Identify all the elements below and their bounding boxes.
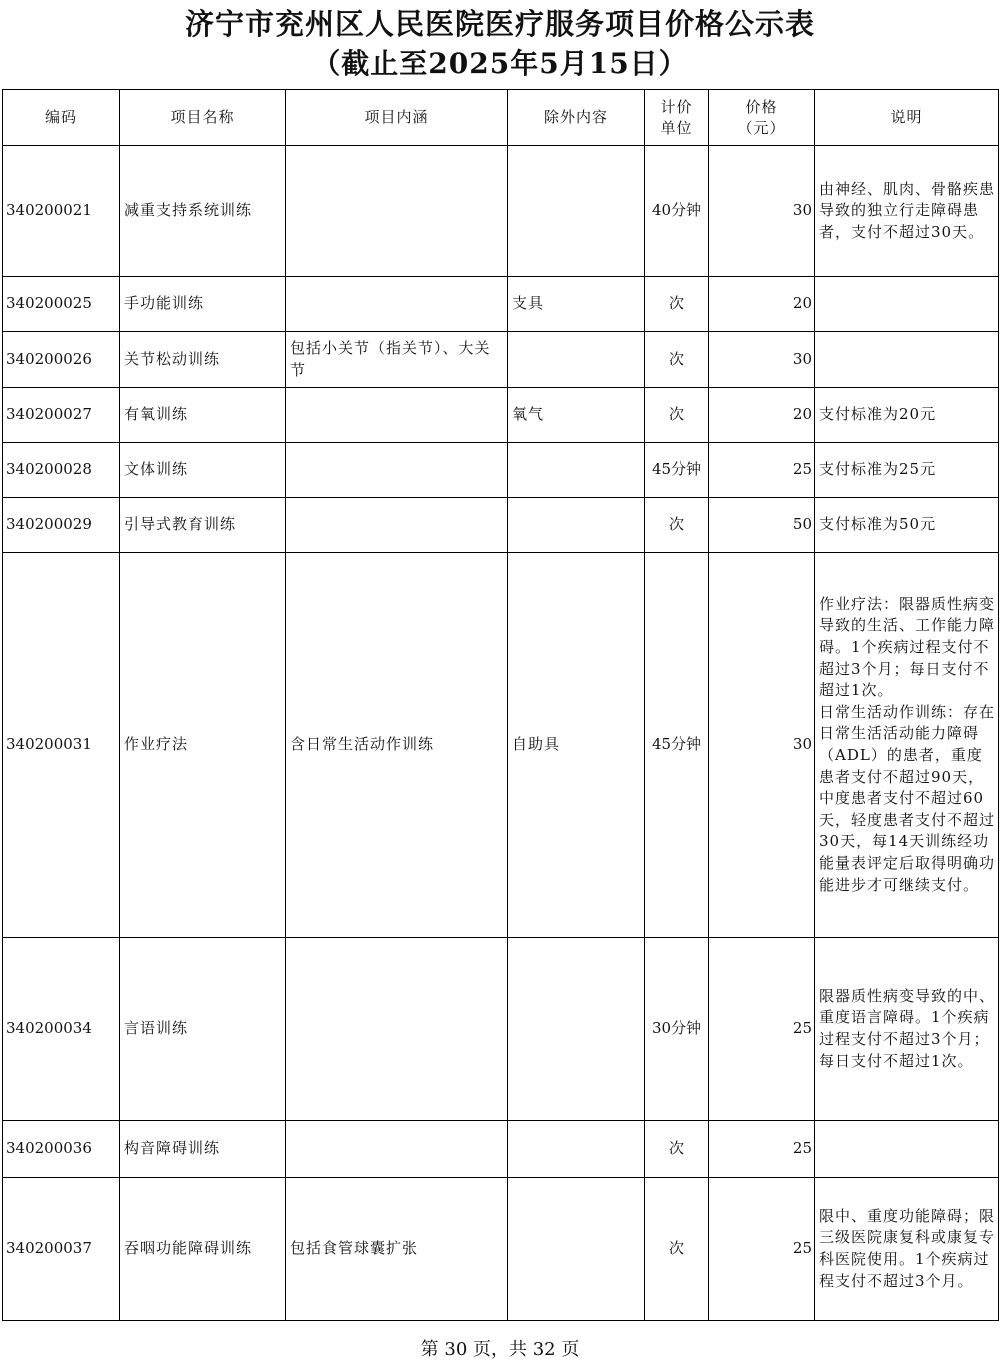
header-price: 价格 （元） xyxy=(709,90,815,146)
cell-name: 关节松动训练 xyxy=(120,332,286,388)
price-table xyxy=(2,89,999,1321)
table-row xyxy=(3,332,999,388)
cell-unit: 30分钟 xyxy=(645,938,709,1121)
cell-excluded: 氧气 xyxy=(508,388,645,443)
cell-unit: 45分钟 xyxy=(645,553,709,938)
cell-unit: 次 xyxy=(645,388,709,443)
cell-note xyxy=(815,1178,999,1321)
cell-content xyxy=(286,388,508,443)
header-name: 项目名称 xyxy=(120,90,286,146)
table-row xyxy=(3,443,999,498)
header-excluded: 除外内容 xyxy=(508,90,645,146)
table-row xyxy=(3,388,999,443)
cell-code: 340200034 xyxy=(3,938,120,1121)
header-unit: 计价 单位 xyxy=(645,90,709,146)
cell-unit: 次 xyxy=(645,498,709,553)
cell-code: 340200031 xyxy=(3,553,120,938)
cell-note xyxy=(815,332,999,388)
cell-note xyxy=(815,553,999,938)
cell-excluded xyxy=(508,498,645,553)
cell-content xyxy=(286,938,508,1121)
note-text: 限器质性病变导致的中、重度语言障碍。1个疾病过程支付不超过3个月；每日支付不超过1次。 xyxy=(819,986,996,1070)
page-subtitle-date: （截止至2025年5月15日） xyxy=(312,47,688,80)
cell-content: 包括小关节（指关节）、大关节 xyxy=(286,332,508,388)
cell-name: 言语训练 xyxy=(120,938,286,1121)
header-content: 项目内涵 xyxy=(286,90,508,146)
cell-note xyxy=(815,498,999,553)
cell-name: 构音障碍训练 xyxy=(120,1121,286,1178)
table-row xyxy=(3,498,999,553)
cell-unit: 次 xyxy=(645,1121,709,1178)
cell-note xyxy=(815,1121,999,1178)
header-row xyxy=(3,90,999,146)
cell-content xyxy=(286,1121,508,1178)
cell-content: 含日常生活动作训练 xyxy=(286,553,508,938)
note-text: 支付标准为20元 xyxy=(819,405,937,424)
cell-excluded: 自助具 xyxy=(508,553,645,938)
cell-excluded xyxy=(508,332,645,388)
table-row xyxy=(3,938,999,1121)
cell-price: 25 xyxy=(709,443,815,498)
cell-note xyxy=(815,443,999,498)
note-text: 支付标准为50元 xyxy=(819,515,937,534)
page-title: 济宁市兖州区人民医院医疗服务项目价格公示表 xyxy=(184,7,815,41)
cell-content xyxy=(286,146,508,277)
cell-note xyxy=(815,388,999,443)
cell-code: 340200026 xyxy=(3,332,120,388)
cell-code: 340200029 xyxy=(3,498,120,553)
cell-note xyxy=(815,146,999,277)
cell-price: 20 xyxy=(709,388,815,443)
cell-price: 25 xyxy=(709,938,815,1121)
note-text: 由神经、肌肉、骨骼疾患导致的独立行走障碍患者，支付不超过30天。 xyxy=(819,179,996,241)
cell-name: 有氧训练 xyxy=(120,388,286,443)
cell-note xyxy=(815,938,999,1121)
cell-price: 30 xyxy=(709,332,815,388)
cell-name: 减重支持系统训练 xyxy=(120,146,286,277)
table-body xyxy=(3,146,999,1321)
cell-unit: 次 xyxy=(645,277,709,332)
cell-excluded xyxy=(508,1178,645,1321)
cell-name: 文体训练 xyxy=(120,443,286,498)
cell-excluded xyxy=(508,938,645,1121)
cell-unit: 次 xyxy=(645,332,709,388)
note-text: 支付标准为25元 xyxy=(819,460,937,479)
cell-name: 引导式教育训练 xyxy=(120,498,286,553)
table-row xyxy=(3,1178,999,1321)
cell-unit: 40分钟 xyxy=(645,146,709,277)
cell-price: 25 xyxy=(709,1121,815,1178)
cell-excluded xyxy=(508,1121,645,1178)
cell-code: 340200028 xyxy=(3,443,120,498)
cell-price: 20 xyxy=(709,277,815,332)
header-code: 编码 xyxy=(3,90,120,146)
cell-excluded: 支具 xyxy=(508,277,645,332)
cell-price: 50 xyxy=(709,498,815,553)
page-footer: 第 30 页，共 32 页 xyxy=(420,1339,580,1360)
table-row xyxy=(3,553,999,938)
cell-name: 作业疗法 xyxy=(120,553,286,938)
cell-name: 手功能训练 xyxy=(120,277,286,332)
cell-code: 340200027 xyxy=(3,388,120,443)
cell-name: 吞咽功能障碍训练 xyxy=(120,1178,286,1321)
cell-content xyxy=(286,498,508,553)
cell-code: 340200036 xyxy=(3,1121,120,1178)
cell-content xyxy=(286,277,508,332)
cell-content: 包括食管球囊扩张 xyxy=(286,1178,508,1321)
cell-note xyxy=(815,277,999,332)
cell-content xyxy=(286,443,508,498)
cell-code: 340200037 xyxy=(3,1178,120,1321)
cell-unit: 次 xyxy=(645,1178,709,1321)
header-note: 说明 xyxy=(815,90,999,146)
cell-unit: 45分钟 xyxy=(645,443,709,498)
table-row xyxy=(3,1121,999,1178)
cell-excluded xyxy=(508,146,645,277)
cell-price: 25 xyxy=(709,1178,815,1321)
table-row xyxy=(3,277,999,332)
table-row xyxy=(3,146,999,277)
cell-excluded xyxy=(508,443,645,498)
cell-code: 340200025 xyxy=(3,277,120,332)
note-text: 作业疗法：限器质性病变导致的生活、工作能力障碍。1个疾病过程支付不超过3个月；每日支付不超过1次。 日常生活动作训练：存在日常生活活动能力障碍（ADL）的患者，重度患者支付不超过90天，中度患者支付不超过60天，轻度患者支付不超过30天，每14天训练经功能量表评定后取得明确功能进步才可继续支付。 xyxy=(819,594,996,894)
cell-price: 30 xyxy=(709,146,815,277)
note-text: 限中、重度功能障碍；限三级医院康复科或康复专科医院使用。1个疾病过程支付不超过3个月。 xyxy=(819,1206,996,1290)
cell-code: 340200021 xyxy=(3,146,120,277)
cell-price: 30 xyxy=(709,553,815,938)
